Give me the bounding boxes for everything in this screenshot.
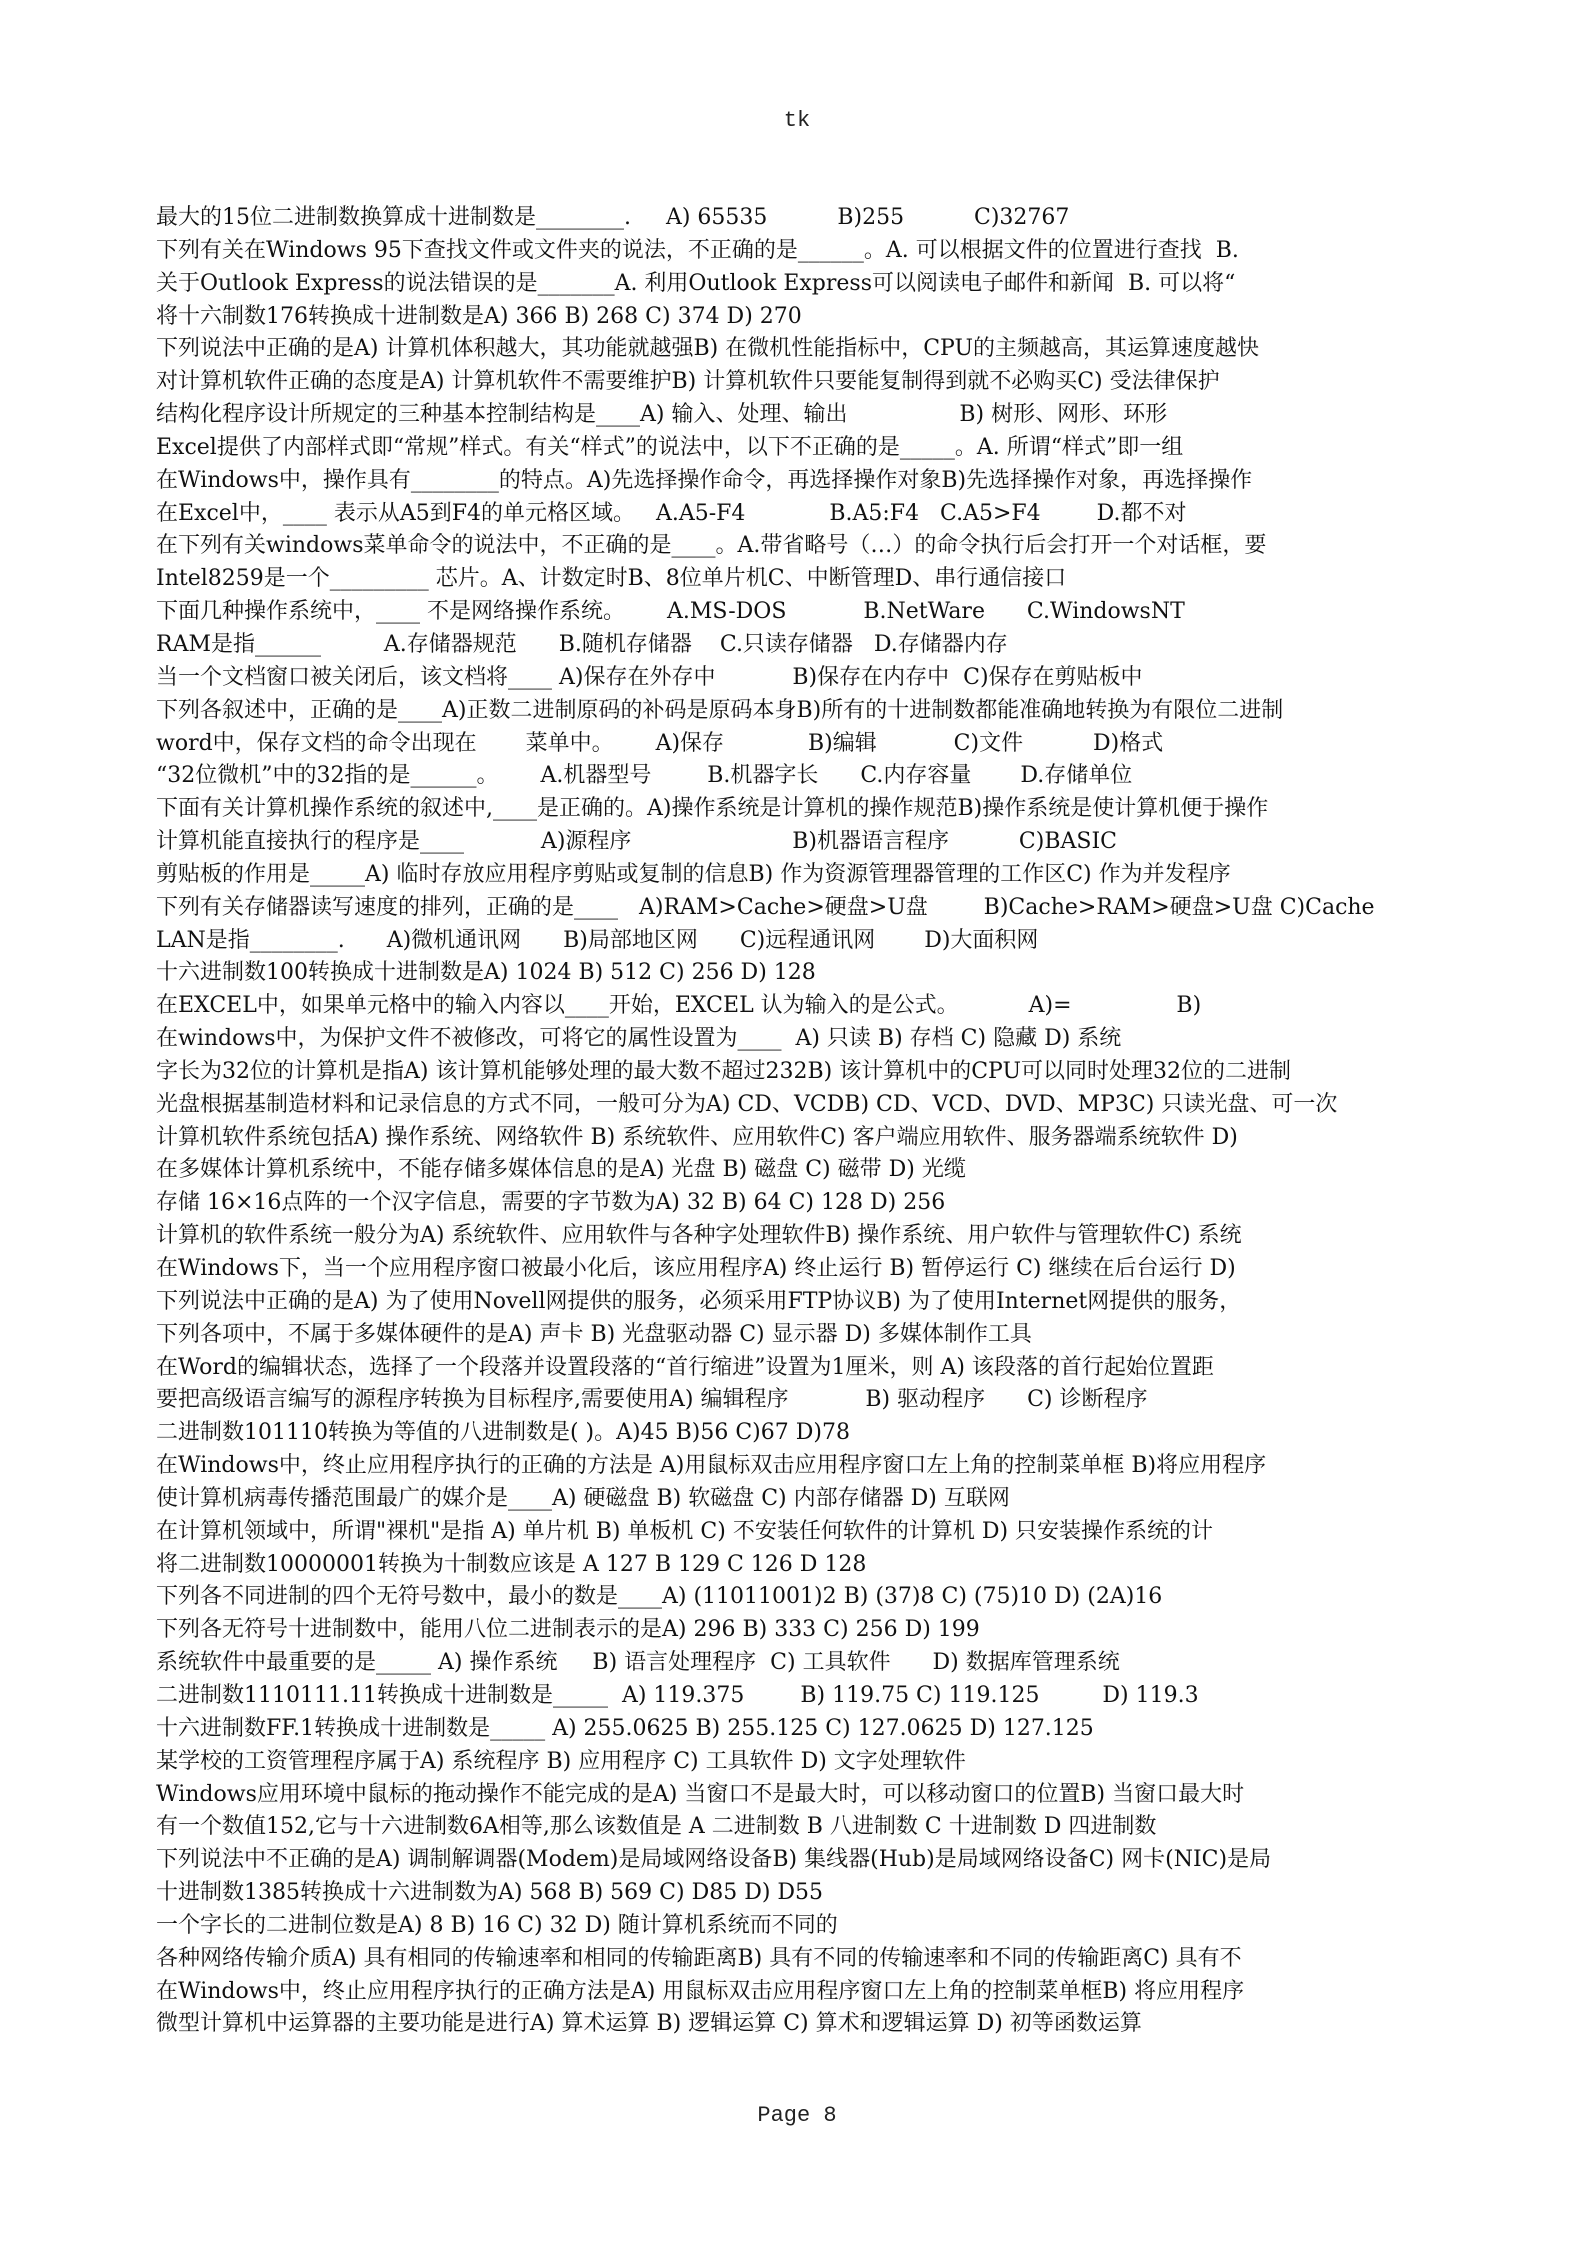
question-line: 要把高级语言编写的源程序转换为目标程序,需要使用A) 编辑程序 B) 驱动程序 C) 诊断程序 (156, 1387, 1148, 1413)
question-line: 最大的15位二进制数换算成十进制数是________. A) 65535 B)255 C)32767 (156, 205, 1070, 230)
question-line: 剪贴板的作用是_____A) 临时存放应用程序剪贴或复制的信息B) 作为资源管理器管理的工作区C) 作为并发程序 (156, 861, 1231, 887)
question-line: 二进制数101110转换为等值的八进制数是( )。A)45 B)56 C)67 D)78 (156, 1420, 850, 1446)
question-line: 在Windows下，当一个应用程序窗口被最小化后，该应用程序A) 终止运行 B) 暂停运行 C) 继续在后台运行 D) (156, 1256, 1236, 1281)
question-line: 光盘根据基制造材料和记录信息的方式不同，一般可分为A) CD、VCDB) CD、VCD、DVD、MP3C) 只读光盘、可一次 (156, 1091, 1338, 1117)
question-line: 有一个数值152,它与十六进制数6A相等,那么该数值是 A 二进制数 B 八进制数 C 十进制数 D 四进制数 (156, 1814, 1157, 1840)
question-line: 将十六制数176转换成十进制数是A) 366 B) 268 C) 374 D) 270 (156, 303, 802, 329)
question-line: 计算机的软件系统一般分为A) 系统软件、应用软件与各种字处理软件B) 操作系统、用户软件与管理软件C) 系统 (156, 1223, 1242, 1249)
question-line: 将二进制数10000001转换为十制数应该是 A 127 B 129 C 126 D 128 (156, 1551, 867, 1577)
question-line: “32位微机”中的32指的是______。 A.机器型号 B.机器字长 C.内存容量 D.存储单位 (156, 763, 1133, 789)
question-line: 存储 16×16点阵的一个汉字信息，需要的字节数为A) 32 B) 64 C) 128 D) 256 (156, 1190, 946, 1216)
question-line: 各种网络传输介质A) 具有相同的传输速率和相同的传输距离B) 具有不同的传输速率和不同的传输距离C) 具有不 (156, 1945, 1242, 1971)
question-line: 在Windows中，终止应用程序执行的正确方法是A) 用鼠标双击应用程序窗口左上角的控制菜单框B) 将应用程序 (156, 1978, 1245, 2004)
question-line: Excel提供了内部样式即“常规”样式。有关“样式”的说法中，以下不正确的是_____。A. 所谓“样式”即一组 (156, 434, 1184, 460)
question-line: Intel8259是一个_________ 芯片。A、计数定时B、8位单片机C、中断管理D、串行通信接口 (156, 566, 1067, 592)
question-line: 下列各无符号十进制数中，能用八位二进制表示的是A) 296 B) 333 C) 256 D) 199 (156, 1617, 980, 1643)
question-line: 下列说法中正确的是A) 为了使用Novell网提供的服务，必须采用FTP协议B) 为了使用Internet网提供的服务， (156, 1288, 1242, 1314)
question-line: 在EXCEL中，如果单元格中的输入内容以____开始，EXCEL 认为输入的是公式。 A)= B) (156, 993, 1202, 1019)
question-line: 在Windows中，终止应用程序执行的正确的方法是 A)用鼠标双击应用程序窗口左上角的控制菜单框 B)将应用程序 (156, 1453, 1267, 1479)
question-line: 使计算机病毒传播范围最广的媒介是____A) 硬磁盘 B) 软磁盘 C) 内部存储器 D) 互联网 (156, 1485, 1010, 1511)
page-header: tk (783, 108, 811, 133)
question-line: 下列各不同进制的四个无符号数中，最小的数是____A) (11011001)2 B) (37)8 C) (75)10 D) (2A)16 (156, 1584, 1163, 1610)
question-line: word中，保存文档的命令出现在 菜单中。 A)保存 B)编辑 C)文件 D)格式 (156, 730, 1164, 756)
question-line: 十六进制数100转换成十进制数是A) 1024 B) 512 C) 256 D) 128 (156, 960, 816, 986)
question-line: 计算机软件系统包括A) 操作系统、网络软件 B) 系统软件、应用软件C) 客户端应用软件、服务器端系统软件 D) (156, 1124, 1238, 1150)
question-line: 关于Outlook Express的说法错误的是_______A. 利用Outlook Express可以阅读电子邮件和新闻 B. 可以将“ (156, 270, 1236, 296)
question-line: 结构化程序设计所规定的三种基本控制结构是____A) 输入、处理、输出 B) 树形、网形、环形 (156, 402, 1168, 428)
question-line: 下面有关计算机操作系统的叙述中,____是正确的。A)操作系统是计算机的操作规范B)操作系统是使计算机便于操作 (156, 796, 1269, 822)
question-line: 微型计算机中运算器的主要功能是进行A) 算术运算 B) 逻辑运算 C) 算术和逻辑运算 D) 初等函数运算 (156, 2011, 1142, 2037)
question-line: 在Excel中，____ 表示从A5到F4的单元格区域。 A.A5-F4 B.A5:F4 C.A5>F4 D.都不对 (156, 500, 1187, 526)
question-line: Windows应用环境中鼠标的拖动操作不能完成的是A) 当窗口不是最大时，可以移动窗口的位置B) 当窗口最大时 (156, 1781, 1245, 1807)
question-line: 字长为32位的计算机是指A) 该计算机能够处理的最大数不超过232B) 该计算机中的CPU可以同时处理32位的二进制 (156, 1058, 1291, 1084)
question-line: 在多媒体计算机系统中，不能存储多媒体信息的是A) 光盘 B) 磁盘 C) 磁带 D) 光缆 (156, 1157, 966, 1183)
question-line: 系统软件中最重要的是_____ A) 操作系统 B) 语言处理程序 C) 工具软件 D) 数据库管理系统 (156, 1650, 1120, 1676)
question-line: 下列说法中不正确的是A) 调制解调器(Modem)是局域网络设备B) 集线器(Hub)是局域网络设备C) 网卡(NIC)是局 (156, 1847, 1272, 1873)
question-line: 下列说法中正确的是A) 计算机体积越大，其功能就越强B) 在微机性能指标中，CPU的主频越高，其运算速度越快 (156, 336, 1260, 362)
question-line: 十六进制数FF.1转换成十进制数是_____ A) 255.0625 B) 255.125 C) 127.0625 D) 127.125 (156, 1715, 1094, 1741)
question-line: 下列各项中，不属于多媒体硬件的是A) 声卡 B) 光盘驱动器 C) 显示器 D) 多媒体制作工具 (156, 1321, 1032, 1347)
page-footer: Page 8 (757, 2103, 837, 2128)
question-line: 在计算机领域中，所谓"裸机"是指 A) 单片机 B) 单板机 C) 不安装任何软件的计算机 D) 只安装操作系统的计 (156, 1518, 1214, 1544)
question-line: 在下列有关windows菜单命令的说法中，不正确的是____。A.带省略号（…）的命令执行后会打开一个对话框，要 (156, 533, 1267, 559)
question-line: 下面几种操作系统中，____ 不是网络操作系统。 A.MS-DOS B.NetWare C.WindowsNT (156, 599, 1185, 625)
question-line: 下列各叙述中，正确的是____A)正数二进制原码的补码是原码本身B)所有的十进制数都能准确地转换为有限位二进制 (156, 697, 1284, 723)
question-line: RAM是指______ A.存储器规范 B.随机存储器 C.只读存储器 D.存储器内存 (156, 631, 1008, 657)
question-line: 某学校的工资管理程序属于A) 系统程序 B) 应用程序 C) 工具软件 D) 文字处理软件 (156, 1748, 966, 1774)
question-line: 对计算机软件正确的态度是A) 计算机软件不需要维护B) 计算机软件只要能复制得到就不必购买C) 受法律保护 (156, 369, 1220, 395)
question-line: 在Word的编辑状态，选择了一个段落并设置段落的“首行缩进”设置为1厘米，则 A) 该段落的首行起始位置距 (156, 1354, 1214, 1380)
question-line: 当一个文档窗口被关闭后，该文档将____ A)保存在外存中 B)保存在内存中 C)保存在剪贴板中 (156, 664, 1143, 690)
question-line: 计算机能直接执行的程序是____ A)源程序 B)机器语言程序 C)BASIC (156, 829, 1117, 855)
question-list (156, 202, 1442, 2041)
question-line: LAN是指________. A)微机通讯网 B)局部地区网 C)远程通讯网 D)大面积网 (156, 927, 1039, 953)
question-line: 在windows中，为保护文件不被修改，可将它的属性设置为____ A) 只读 B) 存档 C) 隐藏 D) 系统 (156, 1026, 1122, 1052)
question-line: 在Windows中，操作具有________的特点。A)先选择操作命令，再选择操作对象B)先选择操作对象，再选择操作 (156, 467, 1253, 493)
question-line: 二进制数1110111.11转换成十进制数是_____ A) 119.375 B) 119.75 C) 119.125 D) 119.3 (156, 1682, 1199, 1708)
question-line: 下列有关存储器读写速度的排列，正确的是____ A)RAM>Cache>硬盘>U盘 B)Cache>RAM>硬盘>U盘 C)Cache (156, 894, 1375, 920)
question-line: 下列有关在Windows 95下查找文件或文件夹的说法，不正确的是______。A. 可以根据文件的位置进行查找 B. (156, 237, 1239, 263)
question-line: 一个字长的二进制位数是A) 8 B) 16 C) 32 D) 随计算机系统而不同的 (156, 1912, 838, 1938)
question-line: 十进制数1385转换成十六进制数为A) 568 B) 569 C) D85 D) D55 (156, 1880, 824, 1906)
